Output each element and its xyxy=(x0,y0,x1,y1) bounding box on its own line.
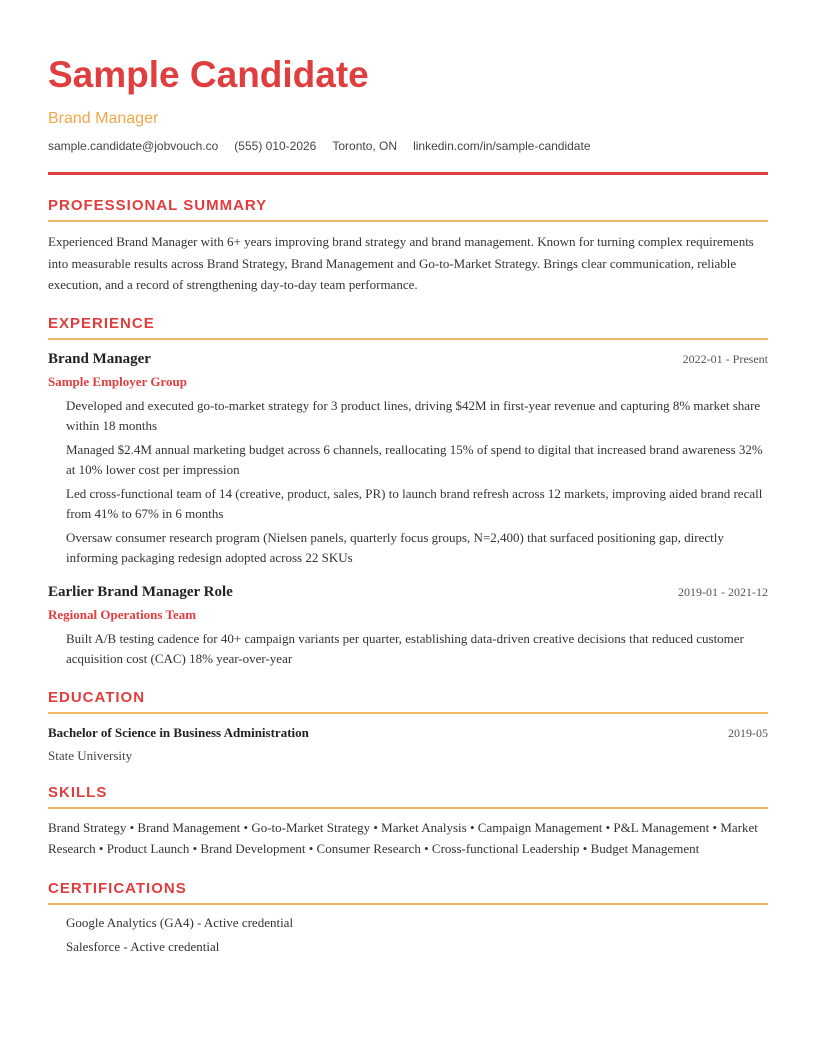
certification-item: Salesforce - Active credential xyxy=(66,938,220,954)
job-title: Earlier Brand Manager Role xyxy=(48,583,233,600)
job-entry xyxy=(48,351,768,568)
job-bullet: Managed $2.4M annual marketing budget across 6 channels, reallocating 15% of spend to digital that increased brand awareness 32% at 10% lower cost per impression xyxy=(66,441,763,477)
candidate-role: Brand Manager xyxy=(48,110,159,127)
job-employer: Sample Employer Group xyxy=(48,373,187,389)
job-bullet: Built A/B testing cadence for 40+ campaign variants per quarter, establishing data-driven creative decisions that reduced customer acquisition cost (CAC) 18% year-over-year xyxy=(66,630,744,666)
summary-section xyxy=(48,197,768,296)
job-bullets xyxy=(48,396,768,568)
certification-item: Google Analytics (GA4) - Active credential xyxy=(66,914,294,930)
job-employer: Regional Operations Team xyxy=(48,606,197,622)
contact-location: Toronto, ON xyxy=(332,139,398,153)
header-divider xyxy=(48,172,768,175)
skills-text: Brand Strategy • Brand Management • Go-to-Market Strategy • Market Analysis • Campaign Management • P&L Management • Market Research • Product Launch • Brand Development • Consumer Research • Cross-functional Leadership • Budget Management xyxy=(48,819,758,856)
job-bullet: Oversaw consumer research program (Nielsen panels, quarterly focus groups, N=2,400) that surfaced positioning gap, directly informing packaging redesign adopted across 22 SKUs xyxy=(66,529,724,565)
section-title-skills: SKILLS xyxy=(48,784,768,809)
section-title-certifications: CERTIFICATIONS xyxy=(48,880,768,905)
candidate-name: Sample Candidate xyxy=(48,54,369,95)
section-title-summary: PROFESSIONAL SUMMARY xyxy=(48,197,768,222)
certification-list xyxy=(48,913,768,957)
contact-linkedin[interactable]: linkedin.com/in/sample-candidate xyxy=(413,139,591,153)
education-school: State University xyxy=(48,747,133,763)
section-title-education: EDUCATION xyxy=(48,689,768,714)
job-date: 2019-01 - 2021-12 xyxy=(678,584,768,599)
education-date: 2019-05 xyxy=(728,725,768,740)
education-section xyxy=(48,689,768,764)
job-date: 2022-01 - Present xyxy=(682,351,768,366)
job-bullet: Developed and executed go-to-market strategy for 3 product lines, driving $42M in first-year revenue and capturing 8% market share within 18 months xyxy=(66,397,761,433)
summary-text: Experienced Brand Manager with 6+ years improving brand strategy and brand management. Known for turning complex requirements into measurable results across Brand Strategy, Brand Management and Go-to-Market Strategy. Brings clear communication, reliable execution, and a record of strengthening day-to-day team performance. xyxy=(48,234,754,292)
contact-phone: (555) 010-2026 xyxy=(234,139,317,153)
contact-email[interactable]: sample.candidate@jobvouch.co xyxy=(48,139,219,153)
certifications-section xyxy=(48,880,768,957)
job-bullets xyxy=(48,629,768,669)
job-title: Brand Manager xyxy=(48,350,151,367)
section-title-experience: EXPERIENCE xyxy=(48,315,768,340)
education-degree: Bachelor of Science in Business Administration xyxy=(48,724,309,740)
job-entry xyxy=(48,584,768,669)
skills-section xyxy=(48,784,768,860)
resume-page xyxy=(48,0,768,957)
contact-line xyxy=(48,138,768,154)
experience-section xyxy=(48,315,768,669)
job-bullet: Led cross-functional team of 14 (creative, product, sales, PR) to launch brand refresh across 12 markets, improving aided brand recall from 41% to 67% in 6 months xyxy=(66,485,763,521)
